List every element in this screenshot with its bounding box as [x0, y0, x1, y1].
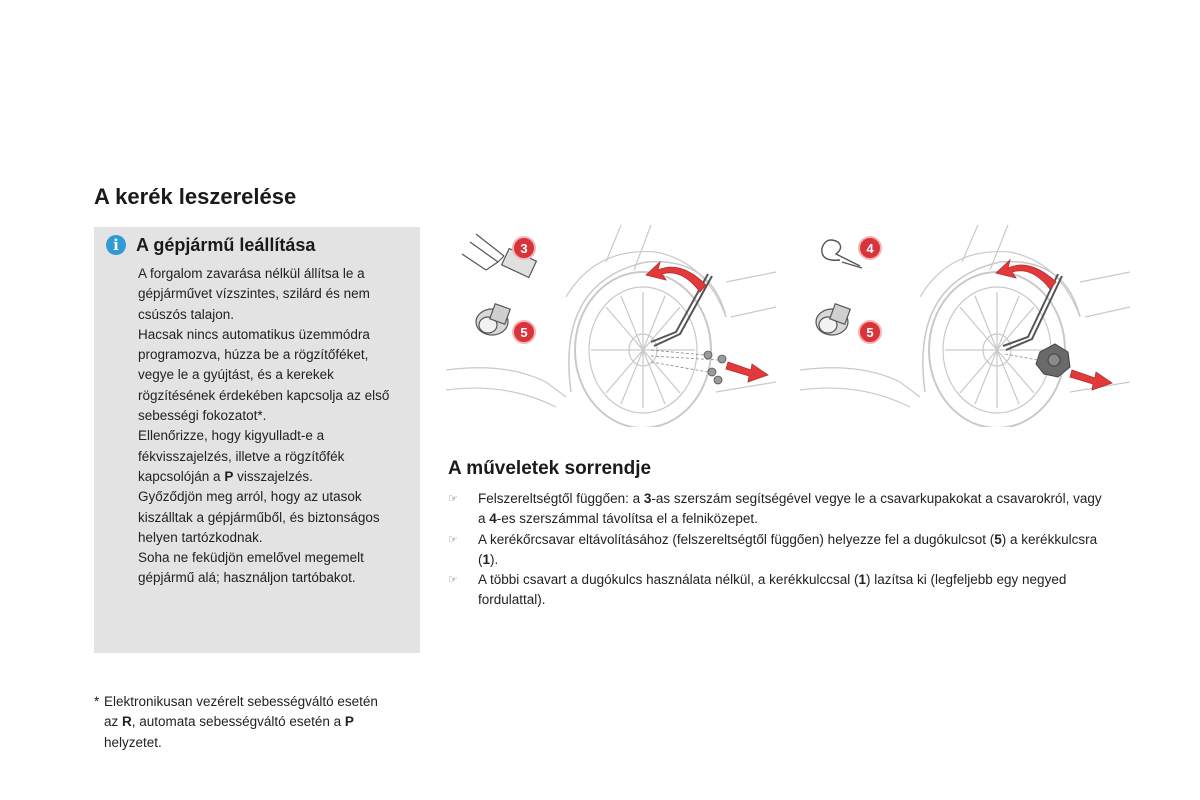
pointing-hand-icon: ☞ [448, 493, 458, 505]
info-paragraph: A forgalom zavarása nélkül állítsa le a gépjárművet vízszintes, szilárd és nem csúszós talajon. [138, 266, 370, 322]
svg-text:5: 5 [520, 325, 528, 340]
list-item: ☞ Felszereltségtől függően: a 3-as szerszám segítségével vegye le a csavarkupakokat a csavarokról, vagy a 4-es szerszámmal távolítsa el a felniközepet. [448, 491, 1102, 527]
callout-3 [513, 237, 535, 259]
wheel-removal-illustration-left [446, 222, 776, 427]
direction-arrow-icon [726, 362, 768, 382]
info-paragraph: Soha ne feküdjön emelővel megemelt gépjármű alá; használjon tartóbakot. [138, 550, 364, 586]
callout-5 [859, 321, 881, 343]
tool-4-icon [822, 240, 862, 268]
info-paragraph: Hacsak nincs automatikus üzemmódra programozva, húzza be a rögzítőféket, vegye le a gyújtást, és a kerekek rögzítésének érdekében kapcsolja az első sebességi fokozatot*. [138, 326, 390, 424]
rotation-arrow-icon [646, 262, 706, 292]
footnote: * Elektronikusan vezérelt sebességváltó esetén az R, automata sebességváltó esetén a P helyzetet. [94, 694, 378, 750]
info-body [138, 264, 408, 589]
direction-arrow-icon [1070, 370, 1112, 390]
rotation-arrow-icon [996, 260, 1056, 289]
wheel-removal-illustration-right [800, 222, 1130, 427]
pointing-hand-icon: ☞ [448, 533, 458, 546]
info-paragraph: Ellenőrizze, hogy kigyulladt-e a fékvisszajelzés, illetve a rögzítőfék kapcsolóján a P visszajelzés. [138, 428, 345, 484]
info-heading: A gépjármű leállítása [136, 235, 316, 255]
steps-heading: A műveletek sorrendje [448, 458, 652, 479]
page-title: A kerék leszerelése [94, 184, 297, 209]
steps-list [448, 489, 1108, 611]
info-box [94, 227, 420, 653]
callout-5 [513, 321, 535, 343]
pointing-hand-icon: ☞ [448, 574, 458, 587]
callout-4 [859, 237, 881, 259]
info-paragraph: Győződjön meg arról, hogy az utasok kiszálltak a gépjárműből, és biztonságos helyen tartózkodnak. [138, 489, 380, 545]
svg-text:3: 3 [520, 241, 528, 256]
list-item: ☞ A kerékőrcsavar eltávolításához (felszereltségtől függően) helyezze fel a dugókulcsot (5) a kerékkulcsra (1). [448, 531, 1098, 567]
svg-text:4: 4 [866, 241, 874, 256]
tool-5-icon [476, 304, 510, 335]
svg-text:5: 5 [866, 325, 874, 340]
list-item: ☞ A többi csavart a dugókulcs használata nélkül, a kerékkulccsal (1) lazítsa ki (legfeljebb egy negyed fordulattal). [448, 572, 1067, 608]
info-icon: i [106, 235, 126, 255]
tool-5-icon [816, 304, 850, 335]
